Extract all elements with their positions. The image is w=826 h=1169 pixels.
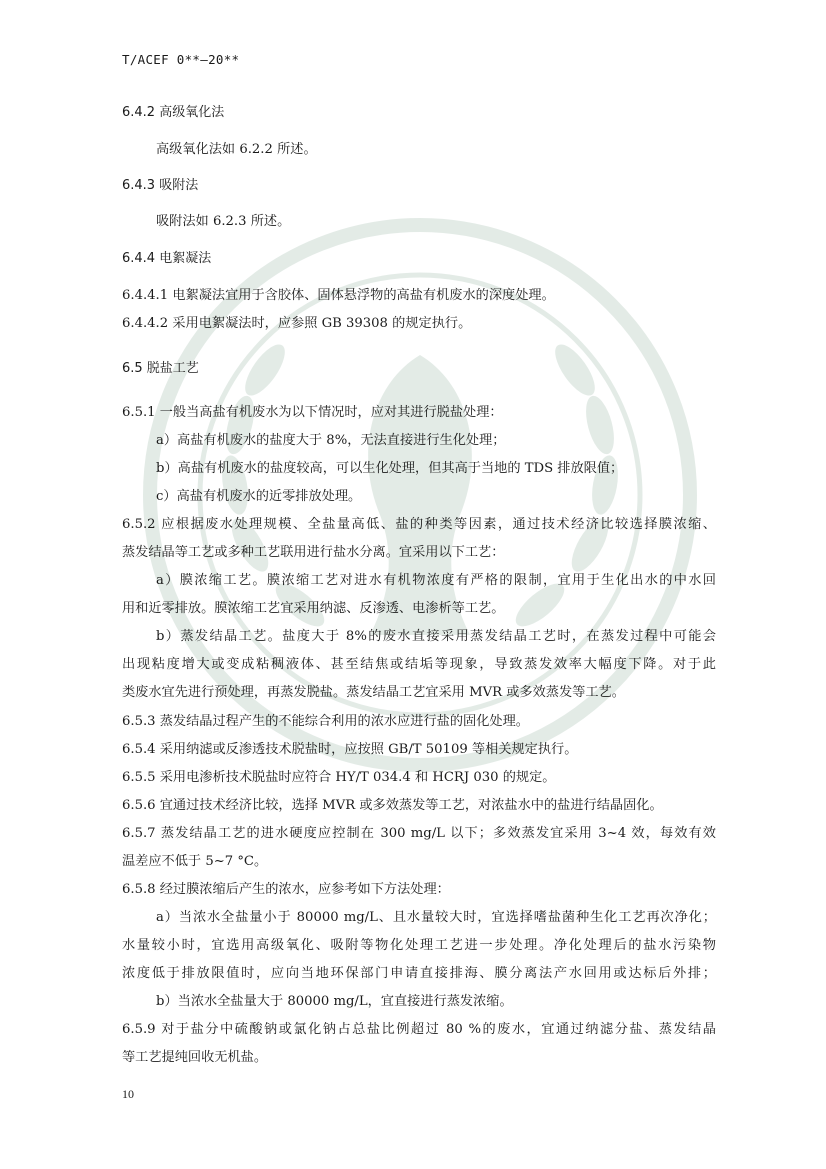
text-line: 6.5.6 宜通过技术经济比较，选择 MVR 或多效蒸发等工艺，对浓盐水中的盐进行结晶固化。 [122, 798, 663, 813]
text-line: 类废水宜先进行预处理，再蒸发脱盐。蒸发结晶工艺宜采用 MVR 或多效蒸发等工艺。 [122, 685, 625, 700]
text-line: 等工艺提纯回收无机盐。 [122, 1050, 268, 1065]
text-line: 6.5.7 蒸发结晶工艺的进水硬度应控制在 300 mg/L 以下；多效蒸发宜采用 3~4 效，每效有效 [122, 826, 716, 841]
section-heading: 6.4.4 电絮凝法 [122, 251, 212, 266]
text-line: b）当浓水全盐量大于 80000 mg/L，宜直接进行蒸发浓缩。 [156, 994, 513, 1009]
text-line: b）蒸发结晶工艺。盐度大于 8%的废水直接采用蒸发结晶工艺时，在蒸发过程中可能会 [156, 629, 716, 644]
text-line: 高级氧化法如 6.2.2 所述。 [156, 142, 317, 157]
text-line: 6.5.3 蒸发结晶过程产生的不能综合利用的浓水应进行盐的固化处理。 [122, 714, 529, 729]
text-line: 6.5.9 对于盐分中硫酸钠或氯化钠占总盐比例超过 80 %的废水，宜通过纳滤分盐、蒸发结晶 [122, 1022, 716, 1037]
text-line: 6.5.5 采用电渗析技术脱盐时应符合 HY/T 034.4 和 HCRJ 030 的规定。 [122, 770, 556, 785]
text-line: b）高盐有机废水的盐度较高，可以生化处理，但其高于当地的 TDS 排放限值； [156, 461, 624, 476]
text-line: 6.4.4.2 采用电絮凝法时，应参照 GB 39308 的规定执行。 [122, 316, 472, 331]
text-line: c）高盐有机废水的近零排放处理。 [156, 489, 362, 504]
section-heading: 6.5 脱盐工艺 [122, 361, 199, 376]
section-heading: 6.4.2 高级氧化法 [122, 105, 225, 120]
text-line: 用和近零排放。膜浓缩工艺宜采用纳滤、反渗透、电渗析等工艺。 [122, 601, 505, 616]
text-line: 浓度低于排放限值时，应向当地环保部门申请直接排海、膜分离法产水回用或达标后外排； [122, 966, 716, 981]
text-line: 出现粘度增大或变成粘稠液体、甚至结焦或结垢等现象，导致蒸发效率大幅度下降。对于此 [122, 657, 716, 672]
text-line: a）膜浓缩工艺。膜浓缩工艺对进水有机物浓度有严格的限制，宜用于生化出水的中水回 [156, 573, 716, 588]
page-number: 10 [122, 1087, 134, 1101]
text-line: 水量较小时，宜选用高级氧化、吸附等物化处理工艺进一步处理。净化处理后的盐水污染物 [122, 938, 716, 953]
text-line: 6.5.4 采用纳滤或反渗透技术脱盐时，应按照 GB/T 50109 等相关规定执行。 [122, 742, 578, 757]
text-line: 6.5.8 经过膜浓缩后产生的浓水，应参考如下方法处理： [122, 882, 450, 897]
text-line: 温差应不低于 5~7 °C。 [122, 854, 268, 869]
document-code-header: T/ACEF 0**—20** [122, 52, 240, 67]
text-line: a）高盐有机废水的盐度大于 8%，无法直接进行生化处理； [156, 433, 506, 448]
text-line: 吸附法如 6.2.3 所述。 [156, 214, 291, 229]
text-line: 蒸发结晶等工艺或多种工艺联用进行盐水分离。宜采用以下工艺： [122, 545, 505, 560]
text-line: a）当浓水全盐量小于 80000 mg/L、且水量较大时，宜选择嗜盐菌种生化工艺再次净化； [156, 910, 716, 925]
text-line: 6.5.1 一般当高盐有机废水为以下情况时，应对其进行脱盐处理： [122, 405, 503, 420]
text-line: 6.4.4.1 电絮凝法宜用于含胶体、固体悬浮物的高盐有机废水的深度处理。 [122, 288, 555, 303]
section-heading: 6.4.3 吸附法 [122, 178, 199, 193]
text-line: 6.5.2 应根据废水处理规模、全盐量高低、盐的种类等因素，通过技术经济比较选择膜浓缩、 [122, 517, 716, 532]
